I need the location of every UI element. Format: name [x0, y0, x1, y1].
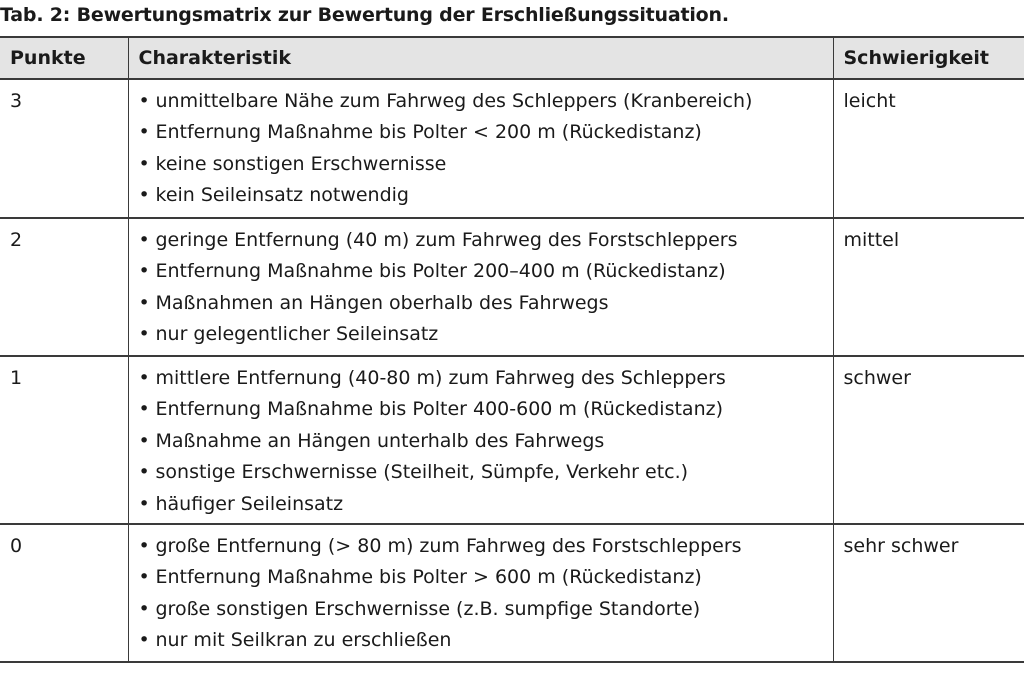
- points-cell: 3: [0, 79, 128, 218]
- table-body: [0, 79, 1024, 662]
- list-item: • kein Seileinsatz notwendig: [139, 180, 823, 211]
- table-row: [0, 524, 1024, 662]
- list-item: • Entfernung Maßnahme bis Polter 400-600 m (Rückedistanz): [139, 394, 823, 425]
- list-item: • unmittelbare Nähe zum Fahrweg des Schleppers (Kranbereich): [139, 86, 823, 117]
- list-item: • mittlere Entfernung (40-80 m) zum Fahrweg des Schleppers: [139, 363, 823, 394]
- list-item: • keine sonstigen Erschwernisse: [139, 149, 823, 180]
- characteristic-list: [139, 86, 823, 212]
- header-difficulty: Schwierigkeit: [833, 37, 1024, 79]
- characteristic-cell: [128, 356, 833, 524]
- characteristic-list: [139, 225, 823, 351]
- characteristic-list: [139, 363, 823, 520]
- points-cell: 2: [0, 218, 128, 356]
- list-item: • sonstige Erschwernisse (Steilheit, Sümpfe, Verkehr etc.): [139, 457, 823, 488]
- table-row: [0, 79, 1024, 218]
- list-item: • Entfernung Maßnahme bis Polter 200–400 m (Rückedistanz): [139, 256, 823, 287]
- characteristic-cell: [128, 218, 833, 356]
- list-item: • nur gelegentlicher Seileinsatz: [139, 319, 823, 350]
- characteristic-list: [139, 531, 823, 657]
- list-item: • Maßnahme an Hängen unterhalb des Fahrwegs: [139, 426, 823, 457]
- list-item: • Entfernung Maßnahme bis Polter > 600 m (Rückedistanz): [139, 562, 823, 593]
- list-item: • große Entfernung (> 80 m) zum Fahrweg des Forstschleppers: [139, 531, 823, 562]
- table-header: [0, 37, 1024, 79]
- table-row: [0, 218, 1024, 356]
- header-row: [0, 37, 1024, 79]
- list-item: • geringe Entfernung (40 m) zum Fahrweg des Forstschleppers: [139, 225, 823, 256]
- list-item: • Entfernung Maßnahme bis Polter < 200 m (Rückedistanz): [139, 117, 823, 148]
- characteristic-cell: [128, 79, 833, 218]
- points-cell: 1: [0, 356, 128, 524]
- list-item: • häufiger Seileinsatz: [139, 489, 823, 520]
- table-row: [0, 356, 1024, 524]
- difficulty-cell: mittel: [833, 218, 1024, 356]
- list-item: • große sonstigen Erschwernisse (z.B. sumpfige Standorte): [139, 594, 823, 625]
- header-points: Punkte: [0, 37, 128, 79]
- difficulty-cell: sehr schwer: [833, 524, 1024, 662]
- evaluation-matrix-table: [0, 36, 1024, 663]
- table-caption: Tab. 2: Bewertungsmatrix zur Bewertung der Erschließungssituation.: [0, 4, 729, 26]
- list-item: • nur mit Seilkran zu erschließen: [139, 625, 823, 656]
- points-cell: 0: [0, 524, 128, 662]
- difficulty-cell: schwer: [833, 356, 1024, 524]
- difficulty-cell: leicht: [833, 79, 1024, 218]
- header-characteristic: Charakteristik: [128, 37, 833, 79]
- list-item: • Maßnahmen an Hängen oberhalb des Fahrwegs: [139, 288, 823, 319]
- characteristic-cell: [128, 524, 833, 662]
